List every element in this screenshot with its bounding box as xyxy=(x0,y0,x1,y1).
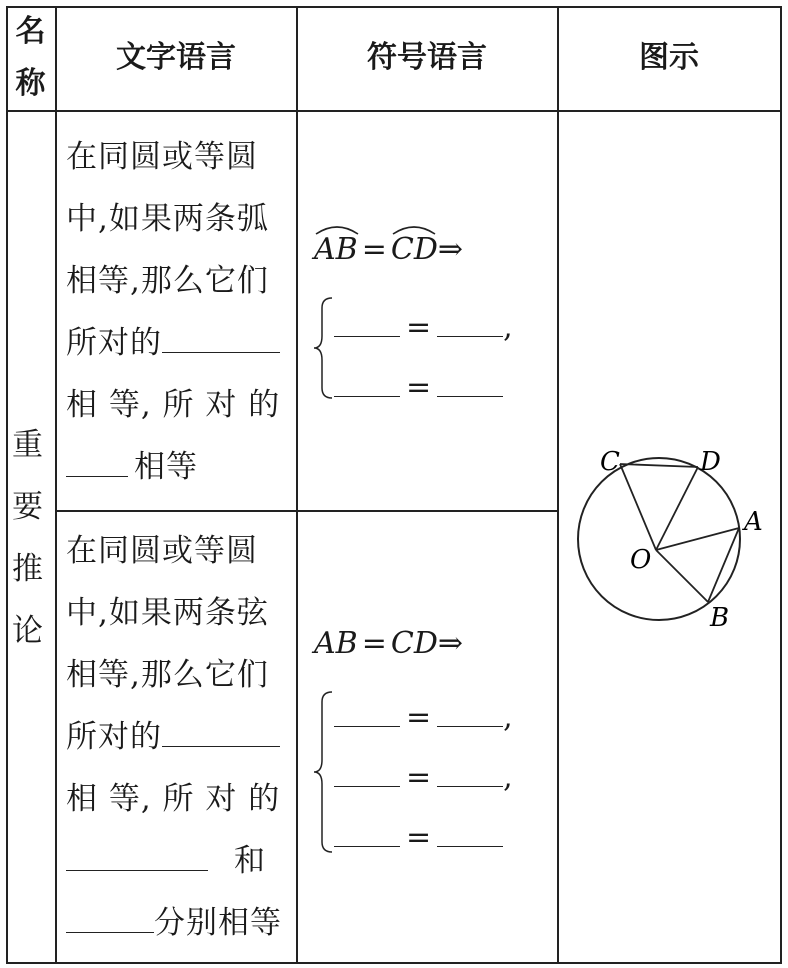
row1-premise-eq: = xyxy=(361,232,387,267)
row2-result-2-comma: , xyxy=(503,760,513,795)
row1-result-1-comma: , xyxy=(503,310,513,345)
label-b: B xyxy=(710,603,730,633)
row2-premise-lhs: AB xyxy=(314,626,358,661)
table-border-left xyxy=(6,6,8,964)
row2-result-2-right-blank[interactable] xyxy=(437,785,503,787)
row2-premise-rhs: CD xyxy=(390,626,438,661)
row2-result-3-eq: = xyxy=(406,820,432,855)
row1-premise-implies: ⇒ xyxy=(437,232,464,267)
row2-text-line-4-label: 所对的 xyxy=(66,719,162,755)
header-name-1: 名 xyxy=(15,14,46,49)
row2-result-1 xyxy=(334,700,513,735)
row1-blank-1[interactable] xyxy=(162,351,280,353)
row1-premise xyxy=(314,232,463,267)
row2-text-line-7 xyxy=(66,892,282,954)
row2-premise-eq: = xyxy=(361,626,387,661)
radius-ob xyxy=(656,550,708,602)
row2-result-2-eq: = xyxy=(406,760,432,795)
row1-result-2-left-blank[interactable] xyxy=(334,395,400,397)
name-char-3: 推 xyxy=(12,551,44,587)
row2-text-line-2: 中,如果两条弦 xyxy=(66,595,269,631)
name-char-2: 要 xyxy=(12,489,44,525)
row2-result-1-comma: , xyxy=(503,700,513,735)
row1-result-2 xyxy=(334,370,503,405)
row2-blank-3[interactable] xyxy=(66,931,154,933)
name-char-1: 重 xyxy=(12,427,44,463)
row1-text-line-4 xyxy=(66,312,280,374)
header-symbol-language: 符号语言 xyxy=(367,40,487,75)
row1-text-line-5: 相 等, 所 对 的 xyxy=(66,387,281,423)
row2-premise xyxy=(314,626,463,661)
chord-ab xyxy=(708,528,739,602)
row1-brace-icon xyxy=(312,296,334,400)
row2-text-line-6 xyxy=(66,830,266,892)
row1-result-1-left-blank[interactable] xyxy=(334,335,400,337)
row2-result-3 xyxy=(334,820,503,855)
chord-cd xyxy=(620,464,698,467)
row1-text-line-3: 相等,那么它们 xyxy=(66,263,269,299)
row2-result-1-right-blank[interactable] xyxy=(437,725,503,727)
row2-text-line-5: 相 等, 所 对 的 xyxy=(66,781,281,817)
label-d: D xyxy=(700,447,721,477)
col-divider-2 xyxy=(296,6,298,964)
circle-figure xyxy=(558,430,780,640)
row2-brace-icon xyxy=(312,690,334,854)
label-c: C xyxy=(600,447,620,477)
label-a: A xyxy=(744,507,763,537)
row1-result-2-right-blank[interactable] xyxy=(437,395,503,397)
row1-text-line-2: 中,如果两条弧 xyxy=(66,201,269,237)
row2-result-1-eq: = xyxy=(406,700,432,735)
row1-premise-rhs: CD xyxy=(391,232,438,267)
radius-oa xyxy=(656,528,739,550)
radius-od xyxy=(656,467,698,550)
row1-result-1-eq: = xyxy=(406,310,432,345)
header-text-language: 文字语言 xyxy=(116,40,236,75)
row1-blank-2[interactable] xyxy=(66,475,128,477)
header-figure: 图示 xyxy=(639,40,699,75)
row1-text-line-1: 在同圆或等圆 xyxy=(66,139,258,175)
row2-result-2 xyxy=(334,760,513,795)
row-divider xyxy=(55,510,558,512)
row2-text-line-1: 在同圆或等圆 xyxy=(66,533,258,569)
row2-blank-2[interactable] xyxy=(66,869,208,871)
header-divider xyxy=(6,110,782,112)
label-o: O xyxy=(630,545,652,575)
row2-text-line-6-label: 和 xyxy=(234,843,266,879)
header-name-2: 称 xyxy=(15,66,46,101)
row2-text-line-7-label: 分别相等 xyxy=(154,905,282,941)
row1-premise-lhs: AB xyxy=(314,232,358,267)
row1-result-2-eq: = xyxy=(406,370,432,405)
row1-result-1 xyxy=(334,310,513,345)
arc-mark-icon xyxy=(389,222,439,236)
row1-text-line-6-label: 相等 xyxy=(134,449,198,485)
name-char-4: 论 xyxy=(12,613,44,649)
row2-premise-implies: ⇒ xyxy=(437,626,464,661)
table-border-right xyxy=(780,6,782,964)
radius-oc xyxy=(620,464,656,550)
row1-text-line-4-label: 所对的 xyxy=(66,325,162,361)
row1-result-1-right-blank[interactable] xyxy=(437,335,503,337)
table-border-bottom xyxy=(6,962,782,964)
row2-result-1-left-blank[interactable] xyxy=(334,725,400,727)
row2-text-line-3: 相等,那么它们 xyxy=(66,657,269,693)
row2-result-3-left-blank[interactable] xyxy=(334,845,400,847)
row1-text-line-6 xyxy=(66,436,198,498)
row2-result-3-right-blank[interactable] xyxy=(437,845,503,847)
row2-blank-1[interactable] xyxy=(162,745,280,747)
circle-outline xyxy=(578,458,740,620)
arc-mark-icon xyxy=(312,222,362,236)
row2-result-2-left-blank[interactable] xyxy=(334,785,400,787)
col-divider-1 xyxy=(55,6,57,964)
table-border-top xyxy=(6,6,782,8)
row2-text-line-4 xyxy=(66,706,280,768)
